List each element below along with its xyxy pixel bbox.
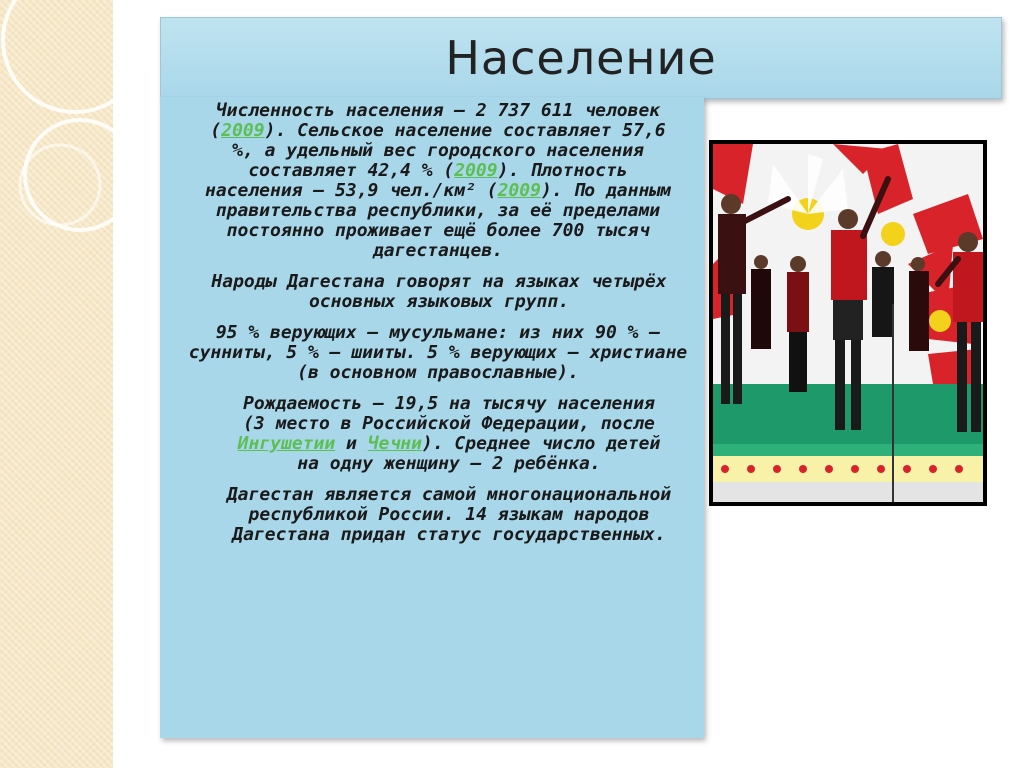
paragraph-languages: Народы Дагестана говорят на языках четырёх основных языковых групп. <box>211 271 667 312</box>
paragraph-population <box>160 101 704 261</box>
p1-text-a: Численность населения — 2 737 611 человек ( <box>210 100 661 141</box>
p4-text-b: и <box>335 433 368 454</box>
link-2009-a[interactable]: 2009 <box>221 120 265 141</box>
text-panel <box>160 97 704 738</box>
decorative-side-strip <box>0 0 113 768</box>
link-chechnya[interactable]: Чечни <box>367 433 422 454</box>
p4-text-a: Рождаемость — 19,5 на тысячу населения (3 место в Российской Федерации, после <box>243 393 655 434</box>
paragraph-multinational: Дагестан является самой многонациональной республикой России. 14 языкам народов Дагестана придан статус государственных. <box>226 484 672 545</box>
paragraph-religion: 95 % верующих — мусульмане: из них 90 % — сунниты, 5 % — шииты. 5 % верующих — христиане (в основном православные). <box>188 322 688 383</box>
slide-title-bar <box>160 17 1002 99</box>
p1-text-c: ). Плотность населения — 53,9 чел./км² ( <box>204 160 628 201</box>
photo-frame <box>709 140 987 506</box>
link-2009-b[interactable]: 2009 <box>454 160 498 181</box>
p4-text-c: ). Среднее число детей на одну женщину — 2 ребёнка. <box>297 433 661 474</box>
p1-text-b: ). Сельское население составляет 57,6 %, а удельный вес городского населения составляет 42,4 % ( <box>232 120 666 181</box>
slide-title: Население <box>445 31 717 85</box>
link-2009-c[interactable]: 2009 <box>497 180 541 201</box>
decorative-circles <box>0 0 113 768</box>
p1-text-d: ). По данным правительства республики, за её пределами постоянно проживает ещё более 700 тысяч дагестанцев. <box>215 180 671 261</box>
link-ingushetia[interactable]: Ингушетии <box>237 433 336 454</box>
folk-dancers-photo <box>713 144 983 502</box>
paragraph-birthrate <box>160 394 704 474</box>
